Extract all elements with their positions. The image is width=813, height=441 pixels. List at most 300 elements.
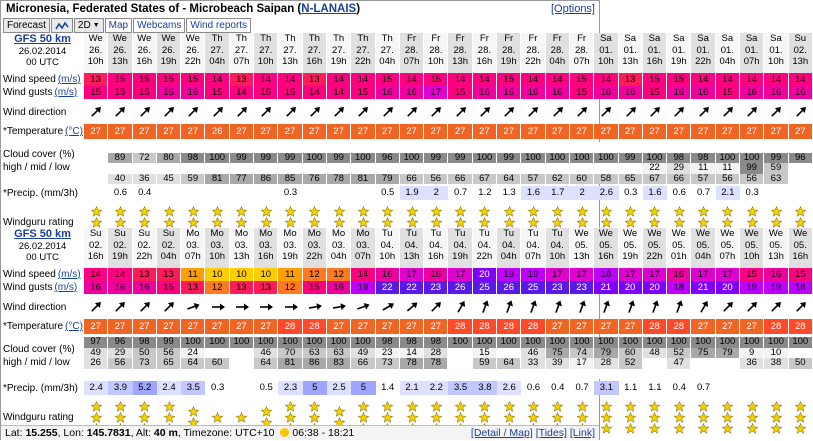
- time-column-header: [376, 33, 400, 73]
- precip-row: [1, 186, 759, 200]
- wind-gusts-cell: 15: [351, 86, 375, 99]
- wind-gusts-cell: 14: [230, 86, 254, 99]
- temperature-cell: 28: [473, 319, 497, 334]
- cloud-cell: [473, 163, 497, 174]
- cloud-cell: 100: [254, 337, 278, 348]
- wind-gusts-label-unit-link[interactable]: (m/s): [54, 282, 78, 293]
- date-label: 28.: [550, 44, 564, 56]
- temperature-cell: 27: [133, 124, 157, 139]
- wind-speed-cell: 14: [740, 73, 764, 86]
- rating-star-icon: [407, 217, 418, 228]
- cloud-column: [376, 337, 400, 379]
- cloud-cell: [546, 369, 570, 380]
- time-column-header: [619, 228, 643, 268]
- wind-arrow-icon: [525, 105, 541, 119]
- cloud-cell: 81: [205, 174, 229, 185]
- cloud-cell: [497, 163, 521, 174]
- date-label: 28.: [477, 44, 491, 56]
- cloud-cell: 48: [643, 348, 667, 359]
- cloud-column: [764, 142, 788, 184]
- time-column-header: [521, 228, 545, 268]
- rating-star-icon: [91, 401, 102, 412]
- cloud-cell: [546, 163, 570, 174]
- temperature-cell: 27: [789, 124, 813, 139]
- cloud-cell: [278, 369, 302, 380]
- cloud-cell: 100: [497, 337, 521, 348]
- time-column-header: [424, 33, 448, 73]
- precip-cell: [789, 186, 813, 200]
- date-label: 27.: [380, 44, 394, 56]
- chart-icon-button[interactable]: [51, 18, 73, 33]
- cloud-cell: [351, 163, 375, 174]
- precip-cell: [740, 381, 764, 395]
- precip-cell: 2.3: [278, 381, 302, 395]
- cloud-cell: [424, 142, 448, 153]
- wind-gusts-cell: 12: [278, 281, 302, 294]
- cloud-cell: 39: [546, 358, 570, 369]
- temperature-cell: 28: [497, 319, 521, 334]
- rating-star-icon: [334, 406, 345, 417]
- wind-gusts-cell: 18: [789, 281, 813, 294]
- cloud-cell: [594, 163, 618, 174]
- wind-arrow-icon: [428, 300, 444, 314]
- wind-gusts-cell: 16: [789, 86, 813, 99]
- wind-direction-cell: [351, 297, 375, 317]
- cloud-column: [205, 142, 229, 184]
- wind-direction-cell: [546, 102, 570, 122]
- wind-arrow-icon: [185, 105, 201, 119]
- cloud-cell: [497, 142, 521, 153]
- rating-star-icon: [431, 412, 442, 423]
- wind-reports-tab[interactable]: [186, 18, 251, 33]
- cloud-cell: 46: [521, 348, 545, 359]
- rating-star-icon: [698, 206, 709, 217]
- rating-star-icon: [285, 217, 296, 228]
- cloud-cell: 100: [740, 153, 764, 164]
- date-label: 01.: [745, 44, 759, 56]
- hour-label: 19h: [112, 251, 128, 262]
- cloud-cell: 100: [740, 337, 764, 348]
- date-label: 05.: [574, 239, 589, 251]
- day-label: Tu: [406, 228, 417, 239]
- lat-value: 15.255: [25, 427, 58, 439]
- day-label: Su: [114, 228, 126, 239]
- cloud-cell: 65: [619, 174, 643, 185]
- wind-speed-cell: 15: [789, 268, 813, 281]
- wind-direction-cell: [546, 297, 570, 317]
- temperature-cell: 27: [108, 319, 132, 334]
- cloud-cell: 98: [667, 153, 691, 164]
- wind-gusts-cell: 16: [691, 86, 715, 99]
- hour-label: 07h: [743, 56, 760, 67]
- rating-star-icon: [309, 206, 320, 217]
- cloud-cell: 9: [740, 348, 764, 359]
- time-column-header: [400, 228, 424, 268]
- hour-label: 19h: [160, 56, 177, 67]
- day-label: We: [623, 228, 638, 239]
- cloud-cell: 57: [691, 174, 715, 185]
- cloud-cell: [303, 142, 327, 153]
- cloud-cell: 99: [740, 163, 764, 174]
- map-tab[interactable]: [105, 18, 132, 33]
- sun-times: 06:38 - 18:21: [292, 427, 355, 439]
- wind-speed-cell: 10: [254, 268, 278, 281]
- cloud-cell: [84, 153, 108, 164]
- rating-star-icon: [649, 423, 660, 434]
- wind-speed-label-unit-link[interactable]: (m/s): [57, 269, 81, 280]
- rating-star-icon: [309, 401, 320, 412]
- wind-gusts-row: [1, 86, 806, 99]
- rating-star-icon: [528, 401, 539, 412]
- cloud-cell: [448, 142, 472, 153]
- temperature-cell: 27: [619, 319, 643, 334]
- temperature-cells: [84, 319, 813, 334]
- wind-speed-cell: 13: [619, 73, 643, 86]
- rating-star-icon: [625, 217, 636, 228]
- cloud-column: [473, 337, 497, 379]
- day-label: Su: [162, 228, 175, 239]
- cloud-cell: 100: [691, 337, 715, 348]
- wind-arrow-icon: [161, 300, 177, 314]
- hour-label: 16h: [306, 56, 323, 67]
- rating-star-icon: [649, 206, 660, 217]
- cloud-cell: 11: [691, 163, 715, 174]
- day-label: Fr: [528, 33, 538, 44]
- wind-direction-row: [1, 297, 599, 317]
- webcams-tab[interactable]: [133, 18, 185, 33]
- rating-star-icon: [771, 423, 782, 434]
- time-column-header: [205, 33, 229, 73]
- wind-gusts-cell: 20: [619, 281, 643, 294]
- rating-star-icon: [479, 412, 490, 423]
- alt-label: Alt:: [135, 427, 151, 439]
- cloud-cell: 10: [764, 348, 788, 359]
- precip-cell: 2.1: [400, 381, 424, 395]
- view-select[interactable]: [74, 18, 104, 33]
- time-column-header: [157, 33, 181, 73]
- temperature-cell: 27: [327, 319, 351, 334]
- date-label: 02.: [113, 239, 127, 251]
- hour-label: 22h: [646, 251, 663, 262]
- rating-star-icon: [552, 401, 563, 412]
- rating-star-icon: [528, 206, 539, 217]
- cloud-cell: [764, 369, 788, 380]
- wind-arrow-icon: [307, 300, 323, 314]
- wind-gusts-cell: 16: [473, 86, 497, 99]
- wind-direction-cell: [764, 102, 788, 122]
- hour-label: 22h: [184, 56, 201, 67]
- cloud-cell: [108, 142, 132, 153]
- cloud-cell: [424, 369, 448, 380]
- precip-cell: [716, 381, 740, 395]
- cloud-cell: 98: [691, 153, 715, 164]
- wind-gusts-label-text: Wind gusts: [3, 282, 53, 293]
- detail-map-link[interactable]: [Detail / Map]: [470, 427, 533, 439]
- wind-direction-cell: [521, 102, 545, 122]
- precip-cell: 0.3: [278, 186, 302, 200]
- cloud-cell: 100: [764, 337, 788, 348]
- temperature-cell: 27: [181, 124, 205, 139]
- wind-direction-cell: [205, 297, 229, 317]
- precip-cell: 2.1: [716, 186, 740, 200]
- temperature-cell: 27: [400, 319, 424, 334]
- hour-label: 13h: [403, 251, 420, 262]
- temperature-cell: 27: [157, 124, 181, 139]
- time-column-header: [181, 228, 205, 268]
- options-link[interactable]: [Options]: [550, 3, 595, 15]
- rating-star-icon: [577, 206, 588, 217]
- rating-star-icon: [747, 401, 758, 412]
- wind-direction-cell: [157, 102, 181, 122]
- cloud-cell: 63: [327, 348, 351, 359]
- hour-label: 04h: [500, 251, 517, 262]
- header-cells: [84, 33, 813, 73]
- tides-link[interactable]: [Tides]: [535, 427, 567, 439]
- date-label: 01.: [672, 44, 686, 56]
- rating-star-icon: [455, 217, 466, 228]
- wind-speed-cell: 11: [278, 268, 302, 281]
- date-label: 01.: [623, 44, 637, 56]
- wind-direction-row: [1, 102, 599, 122]
- wind-arrow-icon: [258, 300, 274, 314]
- wind-gusts-cell: 16: [181, 86, 205, 99]
- forecast-tab[interactable]: [3, 18, 50, 33]
- cloud-cell: [521, 142, 545, 153]
- wind-speed-cell: 14: [327, 73, 351, 86]
- precip-cell: 3.9: [108, 381, 132, 395]
- wind-arrow-icon: [331, 105, 347, 119]
- rating-star-icon: [334, 217, 345, 228]
- cloud-column: [740, 142, 764, 184]
- precip-cell: [230, 381, 254, 395]
- wind-direction-cell: [716, 297, 740, 317]
- model-link[interactable]: GFS 50 km: [14, 228, 71, 240]
- cloud-cell: 36: [133, 174, 157, 185]
- day-label: Sa: [672, 33, 685, 44]
- cloud-column: [521, 337, 545, 379]
- wind-arrow-icon: [137, 300, 153, 314]
- time-column-header: [497, 228, 521, 268]
- cloud-cell: 100: [667, 337, 691, 348]
- temperature-cell: 27: [570, 124, 594, 139]
- wind-speed-cell: 13: [133, 268, 157, 281]
- wind-direction-cell: [254, 102, 278, 122]
- cloud-cell: [278, 142, 302, 153]
- rating-star-icon: [188, 217, 199, 228]
- date-label: 26.: [161, 44, 176, 56]
- rating-label-text: Windguru rating: [3, 411, 74, 423]
- wind-gusts-cell: 23: [546, 281, 570, 294]
- time-column-header: [764, 33, 788, 73]
- date-label: 28.: [574, 44, 589, 56]
- wind-direction-cell: [643, 297, 667, 317]
- time-column-header: [157, 228, 181, 268]
- footer-links: [468, 426, 595, 441]
- day-label: We: [768, 228, 783, 239]
- precip-cells: [84, 381, 813, 395]
- wind-speed-cell: 13: [84, 73, 108, 86]
- cloud-column: [619, 142, 643, 184]
- date-label: 05.: [623, 239, 637, 251]
- temperature-cell: 27: [376, 319, 400, 334]
- cloud-cell: 52: [667, 348, 691, 359]
- temperature-cell: 27: [740, 124, 764, 139]
- wind-gusts-cell: 23: [424, 281, 448, 294]
- wind-speed-cell: 15: [133, 73, 157, 86]
- wind-gusts-cell: 16: [108, 281, 132, 294]
- day-label: Mo: [234, 228, 249, 239]
- temperature-cell: 27: [594, 319, 618, 334]
- temperature-label-unit-link[interactable]: (°C): [65, 321, 83, 332]
- wind-direction-cell: [157, 297, 181, 317]
- precip-cell: 5: [351, 381, 375, 395]
- cloud-cell: 23: [376, 348, 400, 359]
- cloud-cell: 100: [643, 337, 667, 348]
- hour-label: 01h: [670, 251, 687, 262]
- date-label: 04.: [380, 239, 394, 251]
- wind-direction-label: [1, 102, 84, 122]
- wind-gusts-cell: 16: [84, 281, 108, 294]
- cloud-cell: 49: [84, 348, 108, 359]
- cloud-cell: [667, 369, 691, 380]
- date-label: 01.: [696, 44, 710, 56]
- wind-gusts-label-unit-link[interactable]: (m/s): [54, 87, 78, 98]
- cloud-cell: [84, 174, 108, 185]
- wind-gusts-cell: 22: [400, 281, 424, 294]
- date-label: 01.: [599, 44, 613, 56]
- cloud-column: [546, 337, 570, 379]
- cloud-cell: [157, 163, 181, 174]
- cloud-cell: [84, 369, 108, 380]
- rating-cell: [643, 399, 667, 435]
- cloud-cover-label-text: Cloud cover (%): [3, 344, 75, 355]
- cloud-cell: [108, 163, 132, 174]
- wind-direction-cell: [473, 297, 497, 317]
- wind-speed-label-text: Wind speed: [3, 269, 56, 280]
- cloud-cell: 72: [133, 153, 157, 164]
- rating-star-icon: [431, 206, 442, 217]
- wind-speed-cell: 16: [424, 268, 448, 281]
- time-column-header: [473, 228, 497, 268]
- cloud-column: [230, 142, 254, 184]
- date-label: 05.: [720, 239, 734, 251]
- time-column-header: [570, 228, 594, 268]
- date-label: 04.: [526, 239, 540, 251]
- wind-arrow-icon: [671, 105, 687, 119]
- rating-star-icon: [504, 206, 515, 217]
- cloud-cover-row: [1, 142, 806, 184]
- time-column-header: [327, 33, 351, 73]
- wind-gusts-cell: 15: [84, 86, 108, 99]
- cloud-column: [716, 142, 740, 184]
- link-link[interactable]: [Link]: [569, 427, 595, 439]
- rating-star-icon: [771, 206, 782, 217]
- model-run-utc: 00 UTC: [26, 57, 59, 68]
- wind-speed-cell: 17: [448, 268, 472, 281]
- date-label: 03.: [186, 239, 200, 251]
- hour-label: 13h: [452, 56, 469, 67]
- hour-label: 13h: [112, 56, 128, 67]
- cloud-cell: 56: [424, 174, 448, 185]
- cloud-cell: [133, 142, 157, 153]
- rating-star-icon: [771, 412, 782, 423]
- wind-gusts-cell: 15: [448, 86, 472, 99]
- temperature-cell: 27: [351, 124, 375, 139]
- time-column-header: [570, 33, 594, 73]
- rating-star-icon: [455, 412, 466, 423]
- rating-star-icon: [479, 401, 490, 412]
- cloud-cell: 73: [376, 358, 400, 369]
- cloud-cell: [643, 358, 667, 369]
- day-label: Th: [308, 33, 320, 44]
- cloud-cell: 100: [400, 153, 424, 164]
- cloud-cell: 59: [181, 174, 205, 185]
- cloud-cell: 75: [691, 348, 715, 359]
- cloud-cell: [424, 163, 448, 174]
- time-column-header: [205, 228, 229, 268]
- hour-label: 07h: [573, 56, 590, 67]
- date-label: 26.: [186, 44, 200, 56]
- cloud-cell: 96: [789, 153, 813, 164]
- temperature-cell: 27: [376, 124, 400, 139]
- precip-cell: 3.5: [448, 381, 472, 395]
- lon-value: 145.7831: [86, 427, 131, 439]
- precip-cell: 1.4: [376, 381, 400, 395]
- date-label: 04.: [429, 239, 443, 251]
- wind-speed-cell: 13: [230, 73, 254, 86]
- wind-direction-cell: [278, 297, 302, 317]
- hour-label: 16h: [646, 56, 663, 67]
- wind-direction-cell: [497, 102, 521, 122]
- cloud-column: [570, 142, 594, 184]
- rating-cell: [740, 399, 764, 435]
- cloud-cell: 78: [424, 358, 448, 369]
- precip-cell: 0.3: [619, 186, 643, 200]
- cloud-cell: 100: [594, 153, 618, 164]
- wind-speed-label-unit-link[interactable]: (m/s): [57, 74, 81, 85]
- cloud-cell: 57: [521, 174, 545, 185]
- precip-cell: 0.6: [521, 381, 545, 395]
- wind-gusts-cell: 16: [546, 86, 570, 99]
- rating-star-icon: [504, 401, 515, 412]
- webcams-tab-label: Webcams: [137, 20, 182, 31]
- wind-direction-cell: [570, 297, 594, 317]
- cloud-cell: 66: [667, 174, 691, 185]
- wind-gusts-cell: 19: [740, 281, 764, 294]
- temperature-label-unit-link[interactable]: (°C): [65, 126, 83, 137]
- wind-direction-cell: [400, 297, 424, 317]
- model-link[interactable]: GFS 50 km: [14, 33, 71, 45]
- precip-cell: 2.6: [594, 186, 618, 200]
- hour-label: 22h: [354, 56, 371, 67]
- wind-arrow-icon: [355, 105, 371, 119]
- cloud-cell: [376, 163, 400, 174]
- spot-code-link[interactable]: N-LANAIS: [301, 3, 357, 15]
- cloud-cell: 100: [230, 337, 254, 348]
- cloud-cell: 78: [327, 174, 351, 185]
- precip-cell: 0.7: [570, 381, 594, 395]
- cloud-cell: 99: [157, 337, 181, 348]
- cloud-cell: 64: [254, 358, 278, 369]
- date-label: 02.: [137, 239, 151, 251]
- time-column-header: [230, 228, 254, 268]
- rating-star-icon: [528, 217, 539, 228]
- wind-gusts-cell: 16: [376, 86, 400, 99]
- wind-direction-cell: [400, 102, 424, 122]
- cloud-cell: [230, 369, 254, 380]
- date-label: 28.: [526, 44, 540, 56]
- precip-cell: 3.1: [594, 381, 618, 395]
